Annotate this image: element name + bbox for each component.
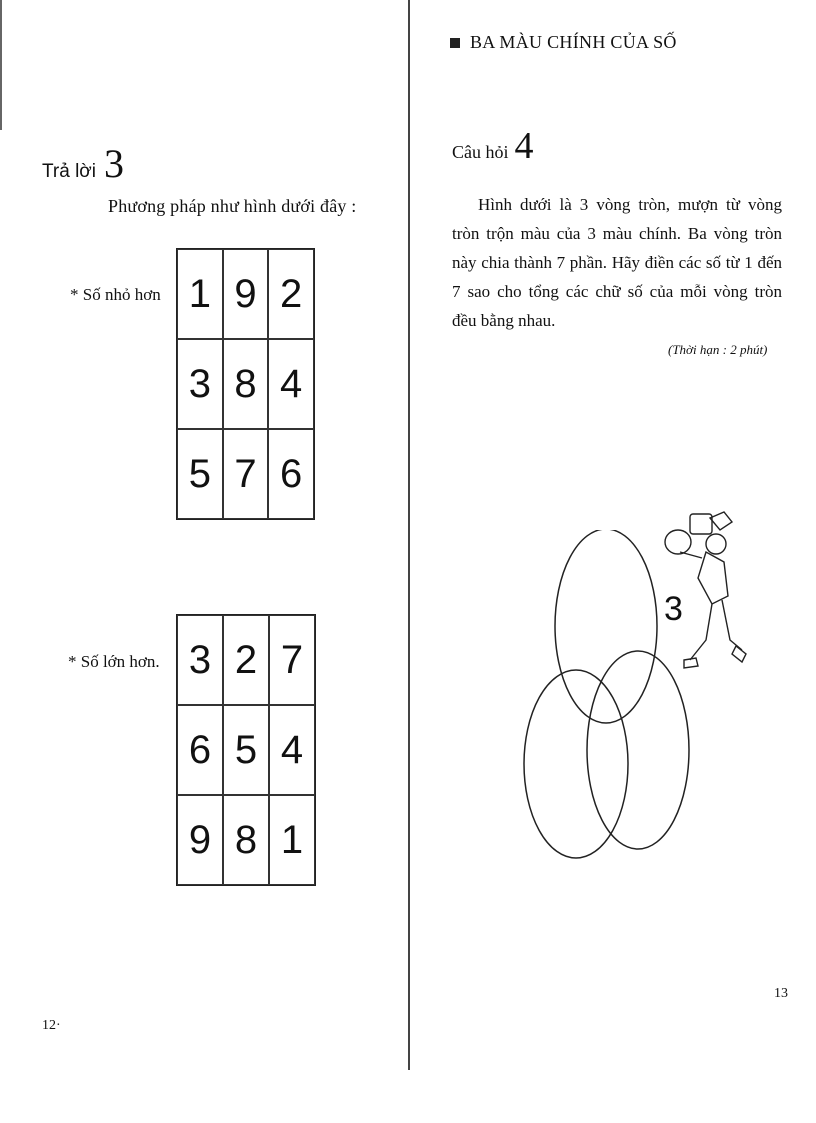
top-circle: [555, 530, 657, 723]
grid-cell: 7: [223, 429, 269, 519]
mascot-icon: [650, 500, 750, 680]
time-limit: (Thời hạn : 2 phút): [668, 342, 768, 357]
grid-cell: 5: [177, 429, 223, 519]
grid-cell: 4: [269, 705, 315, 795]
mascot-number: 3: [664, 590, 683, 628]
grid-cell: 6: [268, 429, 314, 519]
smaller-number-grid: [176, 248, 315, 520]
grid-cell: 8: [223, 339, 269, 429]
question-text: Hình dưới là 3 vòng tròn, mượn từ vòng tròn trộn màu của 3 màu chính. Ba vòng tròn này chia thành 7 phần. Hãy điền các số từ 1 đến 7 sao cho tổng các chữ số của mỗi vòng tròn đều bằng nhau.: [452, 195, 782, 330]
right-page-number: 13: [774, 986, 788, 1001]
section-header: [450, 32, 677, 53]
book-gutter: [408, 0, 410, 1070]
bottom-left-circle: [524, 670, 628, 858]
grid-cell: 3: [177, 339, 223, 429]
grid-cell: 8: [223, 795, 269, 885]
question-number: 4: [514, 125, 534, 167]
question-label: Câu hỏi: [452, 142, 509, 162]
left-page-number: 12·: [42, 1018, 61, 1033]
grid-cell: 9: [177, 795, 223, 885]
grid-cell: 3: [177, 615, 223, 705]
question-heading: [452, 124, 534, 168]
grid-cell: 1: [177, 249, 223, 339]
answer-heading: [42, 140, 124, 187]
bottom-right-circle: [587, 651, 689, 849]
grid-cell: 9: [223, 249, 269, 339]
grid-cell: 2: [223, 615, 269, 705]
smaller-number-label: * Số nhỏ hơn: [70, 285, 161, 304]
square-bullet-icon: [450, 38, 460, 48]
grid-cell: 6: [177, 705, 223, 795]
page-left-edge: [0, 0, 2, 130]
answer-number: 3: [103, 141, 124, 186]
larger-number-grid: [176, 614, 316, 886]
grid-cell: 2: [268, 249, 314, 339]
mascot-figure: [650, 500, 750, 680]
grid-cell: 7: [269, 615, 315, 705]
grid-cell: 5: [223, 705, 269, 795]
answer-label: Trả lời: [42, 161, 96, 182]
section-title: BA MÀU CHÍNH CỦA SỐ: [470, 32, 677, 52]
grid-cell: 4: [268, 339, 314, 429]
method-text: Phương pháp như hình dưới đây :: [108, 196, 357, 216]
grid-cell: 1: [269, 795, 315, 885]
larger-number-label: * Số lớn hơn.: [68, 652, 160, 671]
